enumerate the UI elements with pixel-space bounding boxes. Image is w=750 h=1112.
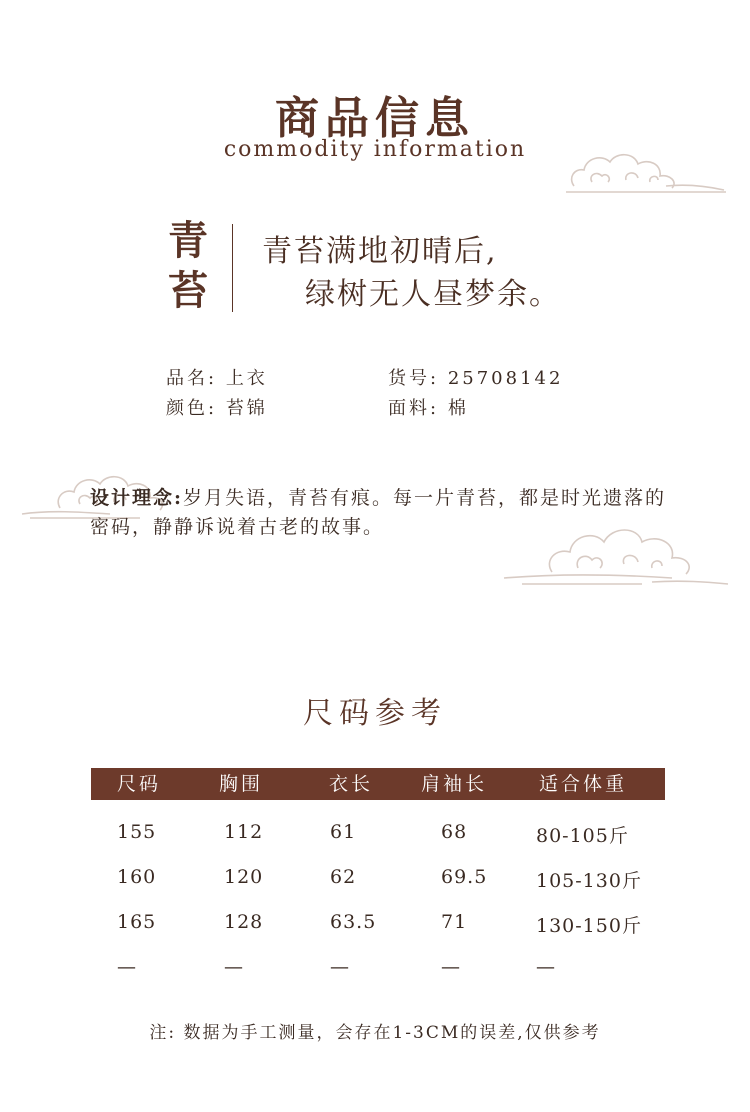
cell-weight: 80-105斤	[536, 825, 629, 847]
cell-chest: —	[224, 956, 244, 978]
header-weight: 适合体重	[539, 773, 628, 795]
cloud-decoration-top-right	[566, 148, 728, 198]
cell-size: —	[117, 956, 137, 978]
spec-item-no	[388, 364, 563, 390]
cell-size: 160	[117, 866, 157, 888]
spec-item-no-label: 货号:	[388, 368, 440, 389]
cell-size: 165	[117, 911, 157, 933]
cell-chest: 128	[224, 911, 264, 933]
cell-length: 62	[330, 866, 357, 888]
design-concept	[90, 484, 680, 542]
size-chart-title: 尺码参考	[303, 696, 447, 731]
header-sleeve: 肩袖长	[421, 773, 488, 795]
spec-name	[166, 364, 268, 390]
poem-line-1: 青苔满地初晴后,	[262, 234, 498, 269]
design-concept-text: 岁月失语，青苔有痕。每一片青苔，都是时光遗落的密码，静静诉说着古老的故事。	[90, 487, 667, 538]
header-size: 尺码	[117, 773, 162, 795]
cell-chest: 120	[224, 866, 264, 888]
header-length: 衣长	[329, 773, 374, 795]
design-concept-label: 设计理念:	[90, 487, 184, 509]
vertical-divider	[232, 224, 233, 312]
spec-fabric-value: 棉	[447, 398, 469, 419]
page-subtitle: commodity information	[223, 137, 527, 162]
spec-name-value: 上衣	[225, 368, 268, 389]
cell-weight: —	[536, 956, 556, 978]
cell-sleeve: —	[441, 956, 461, 978]
cell-length: —	[330, 956, 350, 978]
spec-fabric	[388, 394, 469, 420]
spec-color-value: 苔锦	[225, 398, 268, 419]
size-table-header	[91, 768, 665, 800]
cell-sleeve: 69.5	[441, 866, 488, 888]
cell-weight: 105-130斤	[536, 870, 642, 892]
cell-chest: 112	[224, 821, 264, 843]
cell-sleeve: 68	[441, 821, 468, 843]
cell-sleeve: 71	[441, 911, 468, 933]
product-name-vertical	[166, 216, 210, 316]
cell-weight: 130-150斤	[536, 915, 642, 937]
cell-size: 155	[117, 821, 157, 843]
spec-fabric-label: 面料:	[388, 398, 440, 419]
spec-color-label: 颜色:	[166, 398, 218, 419]
spec-name-label: 品名:	[166, 368, 218, 389]
product-name-char-1: 青	[168, 217, 208, 264]
measurement-note: 注: 数据为手工测量，会存在1-3CM的误差,仅供参考	[149, 1023, 601, 1043]
header-chest: 胸围	[219, 773, 264, 795]
spec-item-no-value: 25708142	[447, 368, 564, 389]
page-title: 商品信息	[275, 93, 475, 144]
cell-length: 61	[330, 821, 357, 843]
poem-line-2: 绿树无人昼梦余。	[305, 277, 561, 312]
cell-length: 63.5	[330, 911, 377, 933]
product-name-char-2: 苔	[168, 267, 208, 314]
spec-color	[166, 394, 268, 420]
